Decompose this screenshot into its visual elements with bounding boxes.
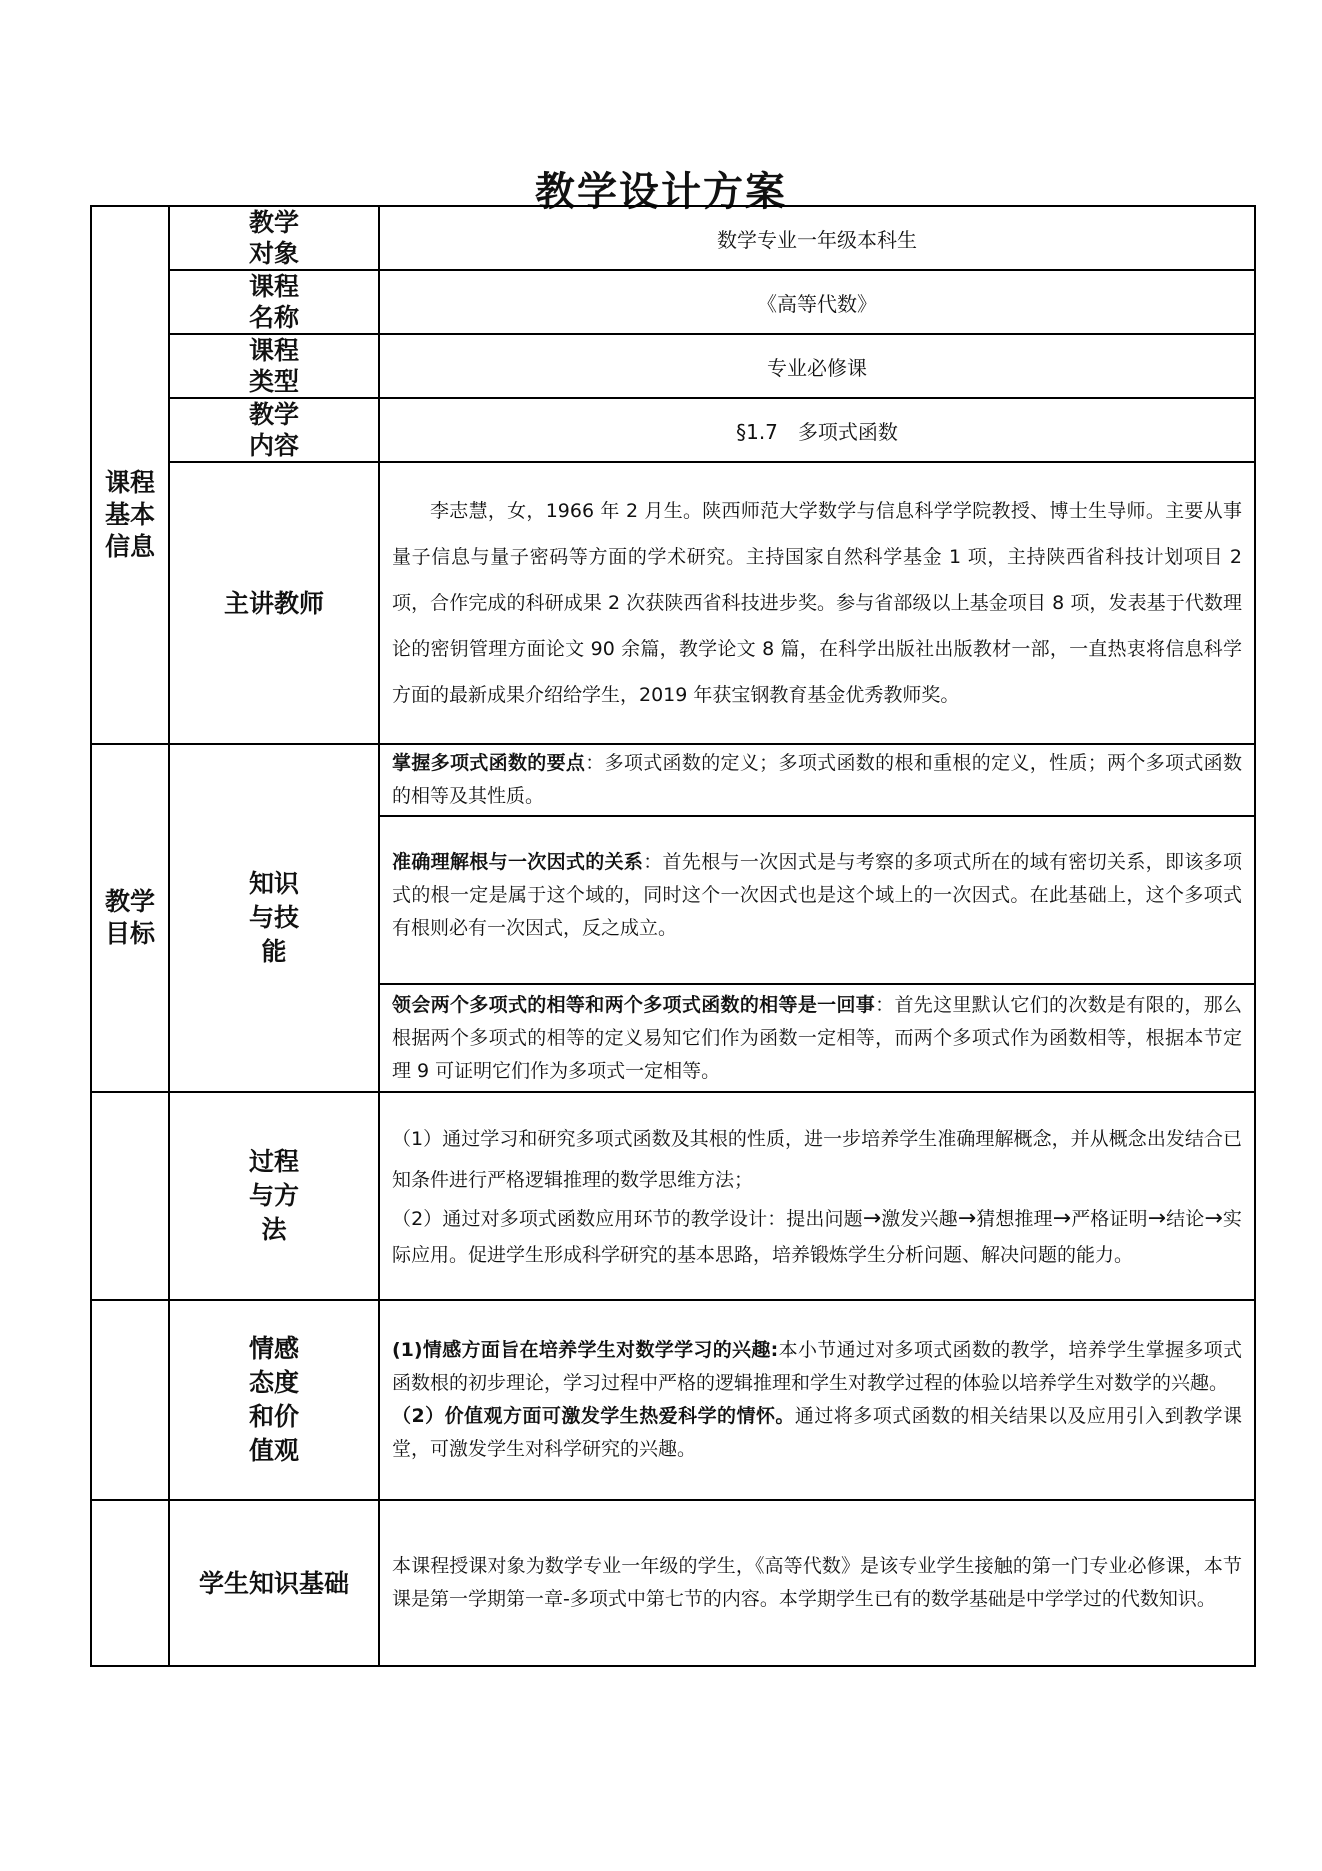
label-emotion: 情感态度和价值观 bbox=[169, 1300, 379, 1500]
section-blank-3 bbox=[91, 1500, 169, 1666]
label-content: 教学内容 bbox=[169, 398, 379, 462]
process-text: （1）通过学习和研究多项式函数及其根的性质，进一步培养学生准确理解概念，并从概念出发结合已知条件进行严格逻辑推理的数学思维方法； （2）通过对多项式函数应用环节的教学设计：提出问题→激发兴趣→猜想推理→严格证明→结论→实际应用。促进学生形成科学研究的基本思路，培养锻炼学生分析问题、解决问题的能力。 bbox=[379, 1092, 1255, 1300]
knowledge-item-2: 准确理解根与一次因式的关系：首先根与一次因式是与考察的多项式所在的域有密切关系，即该多项式的根一定是属于这个域的，同时这个一次因式也是这个域上的一次因式。在此基础上，这个多项式有根则必有一次因式，反之成立。 bbox=[379, 816, 1255, 984]
value-target: 数学专业一年级本科生 bbox=[379, 206, 1255, 270]
label-course-name: 课程名称 bbox=[169, 270, 379, 334]
knowledge-item-1: 掌握多项式函数的要点：多项式函数的定义；多项式函数的根和重根的定义，性质；两个多项式函数的相等及其性质。 bbox=[379, 744, 1255, 816]
label-target: 教学对象 bbox=[169, 206, 379, 270]
process-steps: （2）通过对多项式函数应用环节的教学设计：提出问题→激发兴趣→猜想推理→严格证明→结论→实际应用。促进学生形成科学研究的基本思路，培养锻炼学生分析问题、解决问题的能力。 bbox=[392, 1206, 1242, 1266]
value-course-type: 专业必修课 bbox=[379, 334, 1255, 398]
knowledge-item-3: 领会两个多项式的相等和两个多项式函数的相等是一回事：首先这里默认它们的次数是有限的，那么根据两个多项式的相等的定义易知它们作为函数一定相等，而两个多项式作为函数相等，根据本节定理 9 可证明它们作为多项式一定相等。 bbox=[379, 984, 1255, 1092]
page-title: 教学设计方案 bbox=[535, 169, 787, 215]
section-blank-2 bbox=[91, 1300, 169, 1500]
label-foundation: 学生知识基础 bbox=[169, 1500, 379, 1666]
section-goals: 教学目标 bbox=[91, 744, 169, 1092]
section-basic-info: 课程基本信息 bbox=[91, 206, 169, 744]
plan-table bbox=[90, 205, 1256, 1667]
row-process bbox=[91, 1092, 1255, 1300]
label-teacher: 主讲教师 bbox=[169, 462, 379, 744]
foundation-text: 本课程授课对象为数学专业一年级的学生，《高等代数》是该专业学生接触的第一门专业必修课，本节课是第一学期第一章-多项式中第七节的内容。本学期学生已有的数学基础是中学学过的代数知识。 bbox=[379, 1500, 1255, 1666]
row-content bbox=[91, 398, 1255, 462]
row-course-name bbox=[91, 270, 1255, 334]
row-emotion bbox=[91, 1300, 1255, 1500]
row-foundation bbox=[91, 1500, 1255, 1666]
value-content: §1.7 多项式函数 bbox=[379, 398, 1255, 462]
row-course-type bbox=[91, 334, 1255, 398]
section-blank-1 bbox=[91, 1092, 169, 1300]
row-target bbox=[91, 206, 1255, 270]
value-course-name: 《高等代数》 bbox=[379, 270, 1255, 334]
teacher-bio: 李志慧，女，1966 年 2 月生。陕西师范大学数学与信息科学学院教授、博士生导师。主要从事量子信息与量子密码等方面的学术研究。主持国家自然科学基金 1 项，主持陕西省科技计划项目 2 项，合作完成的科研成果 2 次获陕西省科技进步奖。参与省部级以上基金项目 8 项，发表基于代数理论的密钥管理方面论文 90 余篇，教学论文 8 篇，在科学出版社出版教材一部，一直热衷将信息科学方面的最新成果介绍给学生，2019 年获宝钢教育基金优秀教师奖。 bbox=[379, 462, 1255, 744]
label-course-type: 课程类型 bbox=[169, 334, 379, 398]
emotion-text: (1)情感方面旨在培养学生对数学学习的兴趣:本小节通过对多项式函数的教学，培养学生掌握多项式函数根的初步理论，学习过程中严格的逻辑推理和学生对教学过程的体验以培养学生对数学的兴趣。 （2）价值观方面可激发学生热爱科学的情怀。通过将多项式函数的相关结果以及应用引入到教学课堂，可激发学生对科学研究的兴趣。 bbox=[379, 1300, 1255, 1500]
label-knowledge: 知识与技能 bbox=[169, 744, 379, 1092]
row-knowledge-1 bbox=[91, 744, 1255, 816]
label-process: 过程与方法 bbox=[169, 1092, 379, 1300]
row-teacher bbox=[91, 462, 1255, 744]
